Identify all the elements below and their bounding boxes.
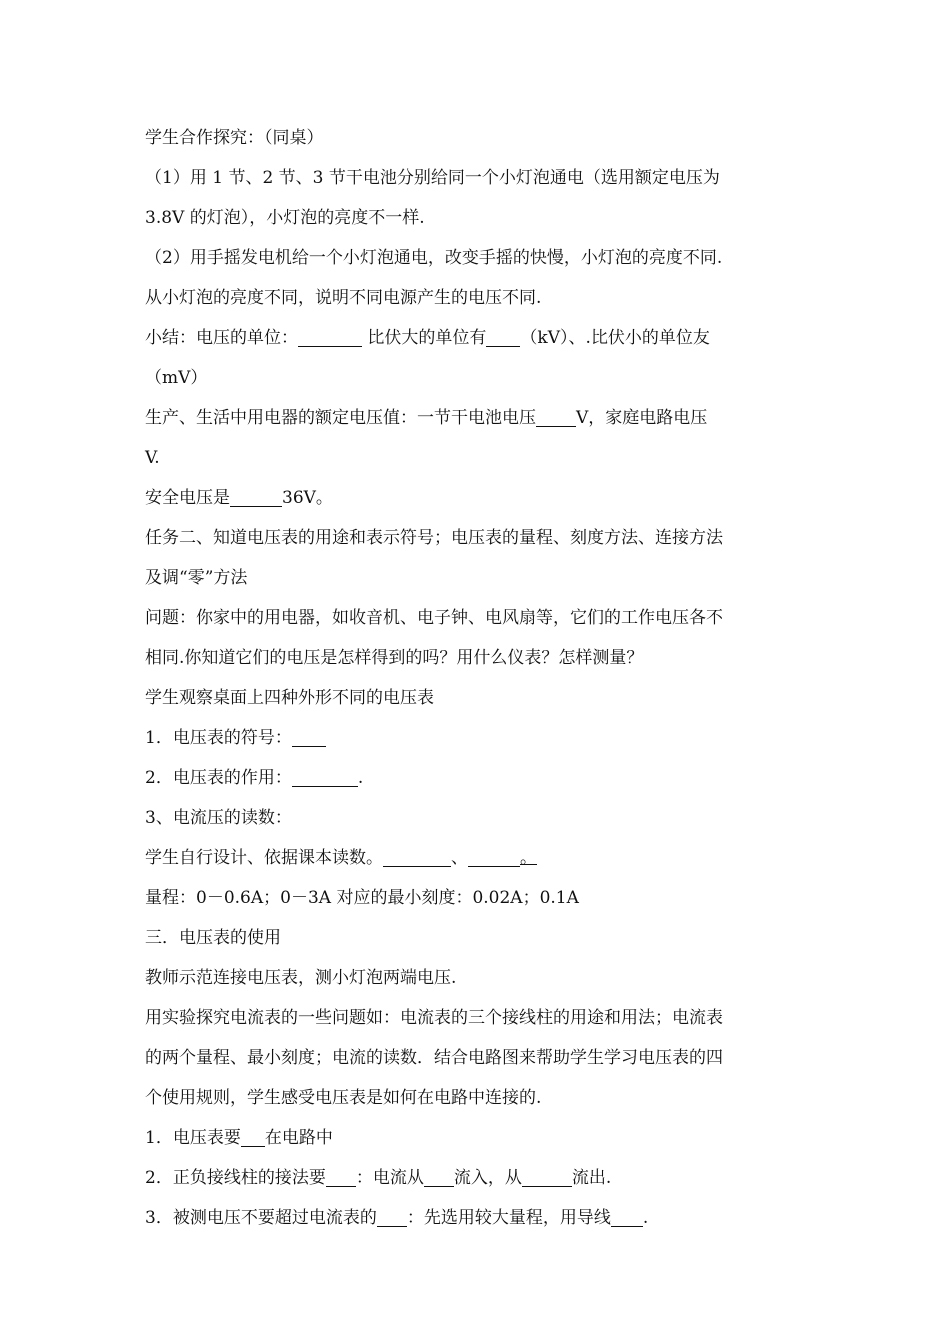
text-line: 个使用规则，学生感受电压表是如何在电路中连接的. [145,1088,542,1108]
text-line: 三．电压表的使用 [145,928,281,948]
text-line: 量程：0－0.6A；0－3A 对应的最小刻度：0.02A；0.1A [145,888,579,908]
text-line: 任务二、知道电压表的用途和表示符号；电压表的量程、刻度方法、连接方法 [145,528,723,548]
text-line: （2）用手摇发电机给一个小灯泡通电，改变手摇的快慢，小灯泡的亮度不同. [145,248,723,268]
text-line: 1．电压表要 在电路中 [145,1128,333,1148]
fill-blank [230,486,282,507]
text-line: 学生合作探究：（同桌） [145,128,324,148]
text-line: V. [145,448,160,468]
text-line: 2．电压表的作用： . [145,768,364,788]
text-line: 1．电压表的符号： [145,718,810,758]
fill-blank [326,1166,356,1187]
fill-blank [383,846,451,867]
text-line: 问题：你家中的用电器，如收音机、电子钟、电风扇等，它们的工作电压各不 [145,608,723,628]
fill-blank [486,326,520,347]
text-line: 教师示范连接电压表，测小灯泡两端电压. [145,968,457,988]
fill-blank [611,1206,643,1227]
fill-blank [298,326,362,347]
text-line: 的两个量程、最小刻度；电流的读数．结合电路图来帮助学生学习电压表的四 [145,1048,723,1068]
text-line: 3、电流压的读数： [145,808,292,828]
fill-blank [292,726,326,747]
text-line: （1）用 1 节、2 节、3 节干电池分别给同一个小灯泡通电（选用额定电压为 [145,168,720,188]
text-line: 从小灯泡的亮度不同，说明不同电源产生的电压不同. [145,288,542,308]
text-line: 相同.你知道它们的电压是怎样得到的吗？用什么仪表？怎样测量？ [145,648,644,668]
fill-blank [241,1126,265,1147]
text-line: （mV） [145,368,208,388]
text-line: 3．被测电压不要超过电流表的 ：先选用较大量程，用导线 . [145,1208,649,1228]
fill-blank [424,1166,454,1187]
fill-blank [536,406,576,427]
text-line: 2．正负接线柱的接法要 ：电流从 流入，从 流出. [145,1168,612,1188]
fill-blank [468,846,520,867]
fill-blank [377,1206,407,1227]
text-line: 用实验探究电流表的一些问题如：电流表的三个接线柱的用途和用法；电流表 [145,1008,723,1028]
text-line: 学生观察桌面上四种外形不同的电压表 [145,688,434,708]
text-line: 小结：电压的单位： 比伏大的单位有 （kV）、.比伏小的单位友 [145,328,710,348]
fill-blank [522,1166,572,1187]
text-line: 3.8V 的灯泡），小灯泡的亮度不一样. [145,208,425,228]
document-page [145,118,810,1238]
text-line: 安全电压是 36V。 [145,488,333,508]
fill-blank [292,766,358,787]
text-line: 生产、生活中用电器的额定电压值：一节干电池电压 V，家庭电路电压 [145,408,708,428]
text-line: 及调“零”方法 [145,568,248,588]
text-line: 学生自行设计、依据课本读数。 、 。 [145,848,537,868]
